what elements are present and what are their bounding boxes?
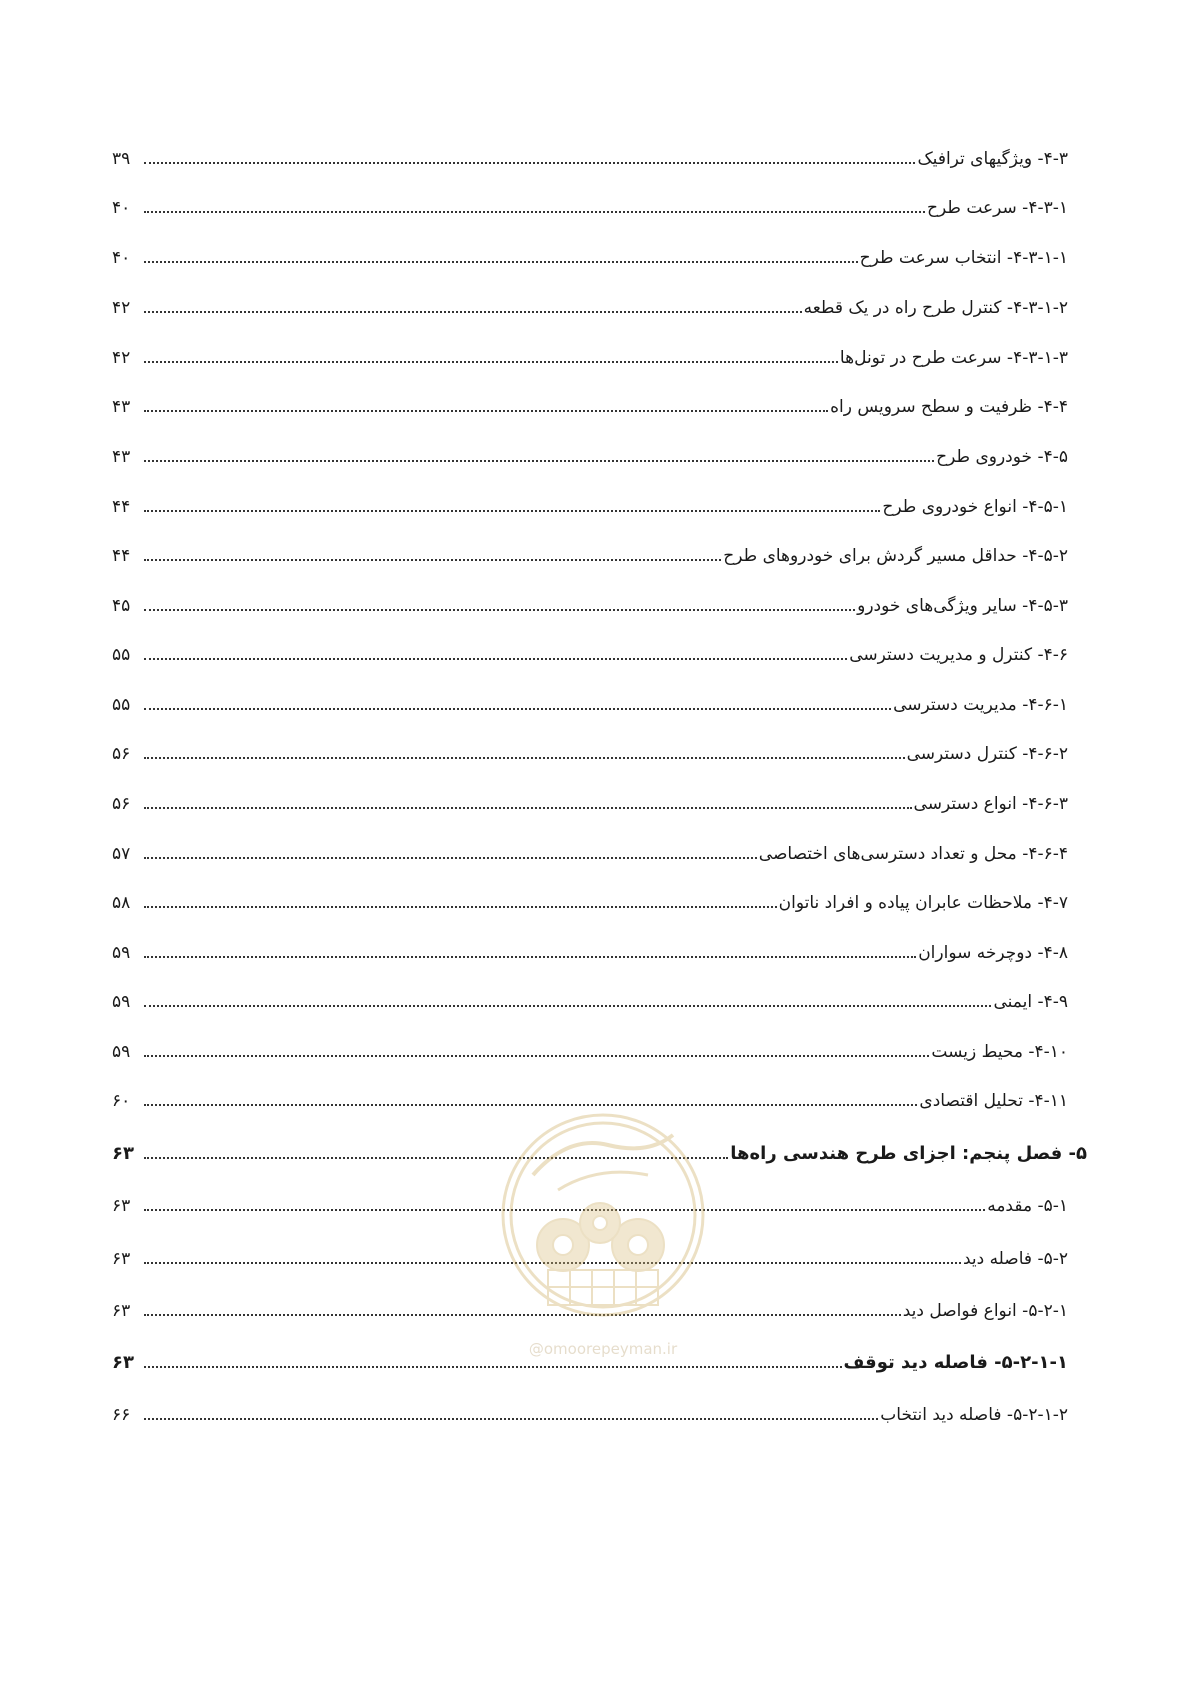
toc-entry-page: ۵۶ xyxy=(112,744,131,764)
toc-entry-title: ۴-۶- کنترل و مدیریت دسترسی xyxy=(849,645,1068,665)
toc-entry-page: ۴۵ xyxy=(112,596,131,616)
toc-entry-title: ۴-۱۱- تحلیل اقتصادی xyxy=(919,1091,1068,1111)
toc-entry xyxy=(112,1238,1068,1272)
toc-entry-page: ۵۶ xyxy=(112,794,131,814)
toc-entry xyxy=(112,535,1068,569)
toc-entry xyxy=(112,634,1068,668)
toc-entry-title: ۴-۶-۴- محل و تعداد دسترسی‌های اختصاصی xyxy=(758,844,1068,864)
toc-entry-page: ۵۹ xyxy=(112,943,131,963)
toc-entry-title: ۵-۲-۱-۱- فاصله دید توقف xyxy=(843,1352,1068,1373)
dot-leader xyxy=(144,1412,878,1420)
toc-entry xyxy=(112,486,1068,520)
toc-entry-page: ۴۲ xyxy=(112,298,131,318)
toc-entry-title: ۵-۱- مقدمه xyxy=(987,1196,1068,1216)
toc-entry xyxy=(112,1185,1068,1219)
dot-leader xyxy=(144,454,934,462)
toc-entry xyxy=(112,882,1068,916)
toc-entry-title: ۴-۶-۱- مدیریت دسترسی xyxy=(893,695,1068,715)
toc-entry-title: ۵-۲-۱-۲- فاصله دید انتخاب xyxy=(880,1405,1068,1425)
toc-entry-page: ۶۰ xyxy=(112,1091,131,1111)
toc-entry-title: ۴-۳-۱-۱- انتخاب سرعت طرح xyxy=(859,248,1068,268)
toc-entry-title: ۴-۶-۳- انواع دسترسی xyxy=(913,794,1068,814)
dot-leader xyxy=(144,404,828,412)
toc-entry-title: ۵- فصل پنجم: اجزای طرح هندسی راه‌ها xyxy=(730,1143,1087,1164)
toc-entry xyxy=(112,337,1068,371)
toc-entry xyxy=(112,783,1068,817)
toc-entry-title: ۴-۹- ایمنی xyxy=(993,992,1068,1012)
toc-entry xyxy=(112,932,1068,966)
toc-entry-title: ۵-۲-۱- انواع فواصل دید xyxy=(902,1301,1068,1321)
watermark-text: @omoorepeyman.ir xyxy=(528,1340,678,1358)
toc-entry-title: ۵-۲- فاصله دید xyxy=(962,1249,1068,1269)
toc-entry-title: ۴-۱۰- محیط زیست xyxy=(931,1042,1068,1062)
toc-entry xyxy=(112,981,1068,1015)
dot-leader xyxy=(144,1256,961,1264)
toc-entry-page: ۶۳ xyxy=(112,1249,131,1269)
dot-leader xyxy=(144,652,847,660)
toc-entry xyxy=(112,1080,1068,1114)
dot-leader xyxy=(144,999,991,1007)
toc-entry-title: ۴-۵-۱- انواع خودروی طرح xyxy=(882,497,1068,517)
toc-entry xyxy=(112,1031,1068,1065)
toc-entry-page: ۵۹ xyxy=(112,1042,131,1062)
toc-entry-page: ۴۳ xyxy=(112,447,131,467)
dot-leader xyxy=(144,255,858,263)
toc-entry-page: ۵۷ xyxy=(112,844,131,864)
toc-entry-page: ۴۰ xyxy=(112,198,131,218)
toc-entry-page: ۵۹ xyxy=(112,992,131,1012)
toc-entry xyxy=(112,237,1068,271)
toc-entry-page: ۶۳ xyxy=(112,1196,131,1216)
dot-leader xyxy=(144,702,891,710)
dot-leader xyxy=(144,1360,842,1368)
dot-leader xyxy=(144,156,915,164)
dot-leader xyxy=(144,1049,929,1057)
dot-leader xyxy=(144,355,838,363)
toc-entry-page: ۴۳ xyxy=(112,397,131,417)
toc-entry-title: ۴-۳- ویژگیهای ترافیک xyxy=(917,149,1068,169)
toc-entry-page: ۳۹ xyxy=(112,149,131,169)
dot-leader xyxy=(144,553,721,561)
toc-entry-title: ۴-۳-۱- سرعت طرح xyxy=(927,198,1068,218)
toc-entry-title: ۴-۳-۱-۳- سرعت طرح در تونل‌ها xyxy=(839,348,1068,368)
toc-entry-page: ۶۳ xyxy=(112,1301,131,1321)
dot-leader xyxy=(144,950,916,958)
toc-entry-title: ۴-۳-۱-۲- کنترل طرح راه در یک قطعه xyxy=(803,298,1068,318)
toc-entry-title: ۴-۵-۳- سایر ویژگی‌های خودرو xyxy=(857,596,1068,616)
toc-chapter-entry xyxy=(112,1133,1087,1167)
toc-entry-page: ۵۵ xyxy=(112,695,131,715)
toc-entry-page: ۶۶ xyxy=(112,1405,131,1425)
toc-entry xyxy=(112,1342,1068,1376)
toc-entry-page: ۴۴ xyxy=(112,497,131,517)
toc-entry-page: ۴۴ xyxy=(112,546,131,566)
toc-entry xyxy=(112,585,1068,619)
toc-entry xyxy=(112,187,1068,221)
toc-entry xyxy=(112,386,1068,420)
toc-entry xyxy=(112,684,1068,718)
dot-leader xyxy=(144,1098,917,1106)
dot-leader xyxy=(144,900,777,908)
toc-entry-page: ۶۳ xyxy=(112,1352,134,1373)
dot-leader xyxy=(144,1151,728,1159)
toc-entry-title: ۴-۴- ظرفیت و سطح سرویس راه xyxy=(830,397,1068,417)
toc-entry-page: ۴۰ xyxy=(112,248,131,268)
toc-entry xyxy=(112,833,1068,867)
dot-leader xyxy=(144,1308,901,1316)
toc-entry-title: ۴-۶-۲- کنترل دسترسی xyxy=(906,744,1068,764)
dot-leader xyxy=(144,603,855,611)
toc-entry-page: ۵۸ xyxy=(112,893,131,913)
toc-entry-page: ۵۵ xyxy=(112,645,131,665)
toc-entry xyxy=(112,1290,1068,1324)
toc-entry-page: ۴۲ xyxy=(112,348,131,368)
toc-entry xyxy=(112,733,1068,767)
dot-leader xyxy=(144,801,912,809)
toc-entry-page: ۶۳ xyxy=(112,1143,134,1164)
dot-leader xyxy=(144,504,880,512)
dot-leader xyxy=(144,751,905,759)
toc-entry-title: ۴-۵-۲- حداقل مسیر گردش برای خودروهای طرح xyxy=(723,546,1068,566)
toc-entry xyxy=(112,436,1068,470)
dot-leader xyxy=(144,305,802,313)
toc-entry-title: ۴-۸- دوچرخه سواران xyxy=(918,943,1068,963)
toc-entry xyxy=(112,138,1068,172)
dot-leader xyxy=(144,1203,985,1211)
toc-entry xyxy=(112,1394,1068,1428)
dot-leader xyxy=(144,205,925,213)
toc-entry xyxy=(112,287,1068,321)
toc-entry-title: ۴-۵- خودروی طرح xyxy=(936,447,1068,467)
dot-leader xyxy=(144,851,757,859)
toc-entry-title: ۴-۷- ملاحظات عابران پیاده و افراد ناتوان xyxy=(778,893,1068,913)
